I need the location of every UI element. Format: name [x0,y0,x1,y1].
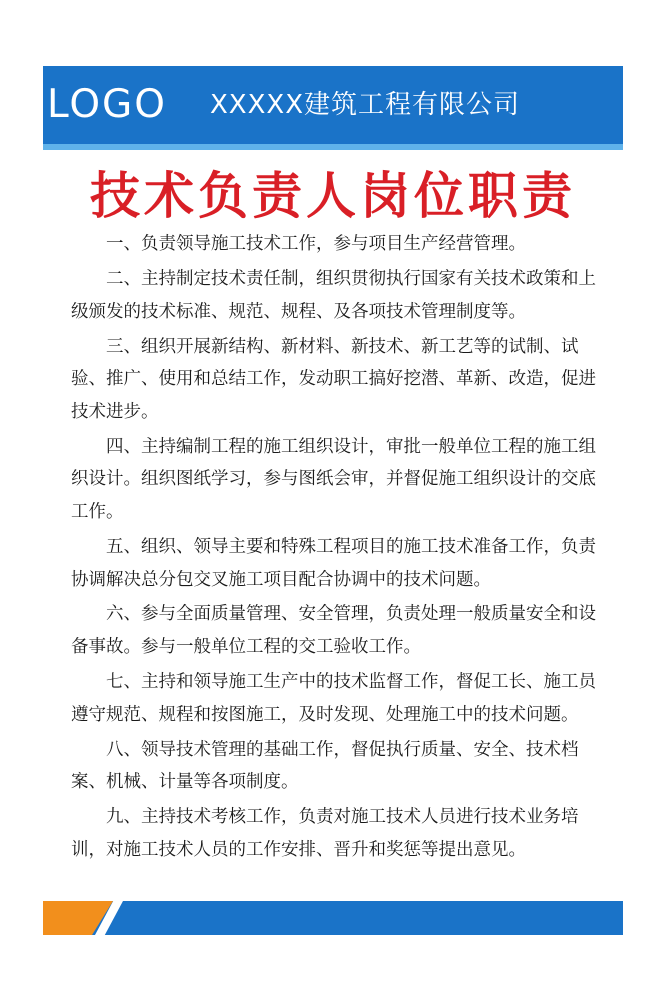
footer-band [43,901,623,935]
duty-item: 七、主持和领导施工生产中的技术监督工作，督促工长、施工员遵守规范、规程和按图施工，及时发现、处理施工中的技术问题。 [71,672,596,725]
logo: LOGO [47,82,167,127]
duty-item: 五、组织、领导主要和特殊工程项目的施工技术准备工作，负责协调解决总分包交叉施工项目配合协调中的技术问题。 [71,536,596,590]
duty-item: 四、主持编制工程的施工组织设计，审批一般单位工程的施工组织设计。组织图纸学习，参与图纸会审，并督促施工组织设计的交底工作。 [71,436,596,522]
duty-item: 九、主持技术考核工作，负责对施工技术人员进行技术业务培训，对施工技术人员的工作安排、晋升和奖惩等提出意见。 [71,807,579,860]
duty-item: 二、主持制定技术责任制，组织贯彻执行国家有关技术政策和上级颁发的技术标准、规范、规程、及各项技术管理制度等。 [71,268,596,322]
page-title: 技术负责人岗位职责 [90,167,576,225]
duties-list [71,228,602,869]
company-name: XXXXX建筑工程有限公司 [210,90,521,120]
duty-item: 八、领导技术管理的基础工作，督促执行质量、安全、技术档案、机械、计量等各项制度。 [71,739,579,793]
duty-item: 三、组织开展新结构、新材料、新技术、新工艺等的试制、试验、推广、使用和总结工作，发动职工搞好挖潜、革新、改造，促进技术进步。 [71,336,596,422]
duty-item: 六、参与全面质量管理、安全管理，负责处理一般质量安全和设备事故。参与一般单位工程的交工验收工作。 [71,604,596,658]
duty-item: 一、负责领导施工技术工作，参与项目生产经营管理。 [106,234,526,254]
header-underline [43,144,623,150]
